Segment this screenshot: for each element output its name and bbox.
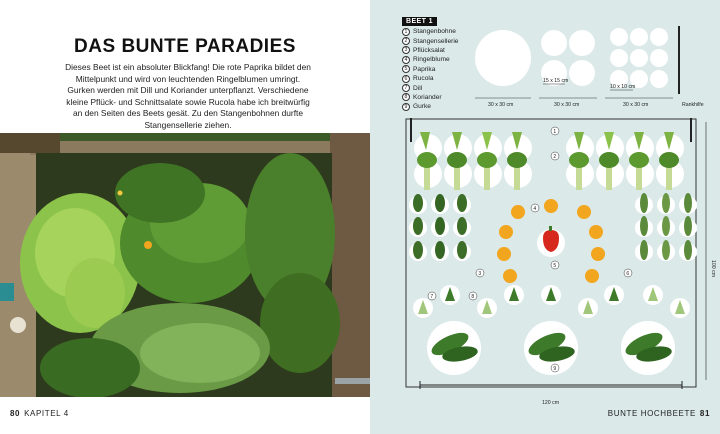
plan-marker-1: 1 [553, 128, 557, 135]
height-label: 100 cm [710, 260, 716, 278]
folio-right [608, 409, 710, 418]
spacing-label-10: 10 x 10 cm [610, 84, 636, 90]
legend-label: Paprika [413, 65, 436, 73]
spacing-circle-medium [541, 30, 567, 56]
spacing-col3: 30 x 30 cm [623, 102, 649, 108]
page-number-right: 81 [699, 409, 710, 418]
spacing-label-15: 15 x 15 cm [543, 78, 569, 84]
section-left: KAPITEL 4 [24, 409, 69, 418]
folio-left [10, 409, 69, 418]
garden-bed-photo [0, 133, 370, 397]
spacing-key-diagram [455, 22, 710, 108]
bed-plan-diagram [370, 110, 720, 410]
pfluecksalat-icons [409, 194, 471, 261]
rankhilfe-bar [678, 26, 680, 94]
legend-number: 3 [402, 46, 410, 54]
plan-marker-2: 2 [553, 153, 557, 160]
legend-number: 2 [402, 37, 410, 45]
legend-label: Dill [413, 84, 423, 92]
legend-label: Pflücksalat [413, 46, 445, 54]
legend-number: 1 [402, 28, 410, 36]
legend-number: 9 [402, 103, 410, 111]
plan-marker-4: 4 [533, 205, 537, 212]
plan-marker-7: 7 [430, 293, 434, 300]
legend-label: Ringelblume [413, 56, 450, 64]
spacing-circle-medium [569, 30, 595, 56]
width-label: 120 cm [542, 400, 560, 406]
page-number-left: 80 [10, 409, 21, 418]
spacing-circle-large [475, 30, 531, 86]
plan-marker-6: 6 [626, 270, 630, 277]
legend-number: 5 [402, 65, 410, 73]
plan-marker-8: 8 [471, 293, 475, 300]
legend-number: 7 [402, 84, 410, 92]
legend-label: Koriander [413, 93, 442, 101]
legend-label: Gurke [413, 103, 431, 111]
legend-label: Rucola [413, 75, 434, 83]
plan-marker-3: 3 [478, 270, 482, 277]
bed-label: BEET 1 [402, 17, 437, 26]
legend-number: 8 [402, 93, 410, 101]
plan-marker-5: 5 [553, 262, 557, 269]
rankhilfe-label: Rankhilfe [682, 102, 704, 108]
plan-marker-9: 9 [553, 365, 557, 372]
legend-label: Stangensellerie [413, 37, 459, 45]
stangensellerie-icons [417, 152, 679, 190]
intro-paragraph: Dieses Beet ist ein absoluter Blickfang! Die rote Paprika bildet den Mittelpunkt und wird von leuchtenden Ringelblumen umringt. Gurken werden mit Dill und Koriander unterpflanzt. Verschiedene kleine Pflück- und Schnittsalate sowie Rucola habe ich breitwürfig an den Seiten des Beets gesät. Zu den Stangenbohnen durfte Stangensellerie ziehen. [65, 62, 311, 130]
rucola-icons [635, 193, 697, 261]
spacing-col1: 30 x 30 cm [488, 102, 514, 108]
page-title: DAS BUNTE PARADIES [74, 36, 296, 57]
dill-koriander-row [413, 285, 690, 318]
legend-label: Stangenbohne [413, 28, 456, 36]
legend-number: 4 [402, 56, 410, 64]
legend-number: 6 [402, 75, 410, 83]
paprika-icon [537, 226, 565, 257]
spacing-circle-medium [569, 60, 595, 86]
right-page [370, 0, 720, 434]
spacing-col2: 30 x 30 cm [554, 102, 580, 108]
garden-photo-illustration [0, 133, 370, 397]
section-right: BUNTE HOCHBEETE [607, 409, 696, 418]
